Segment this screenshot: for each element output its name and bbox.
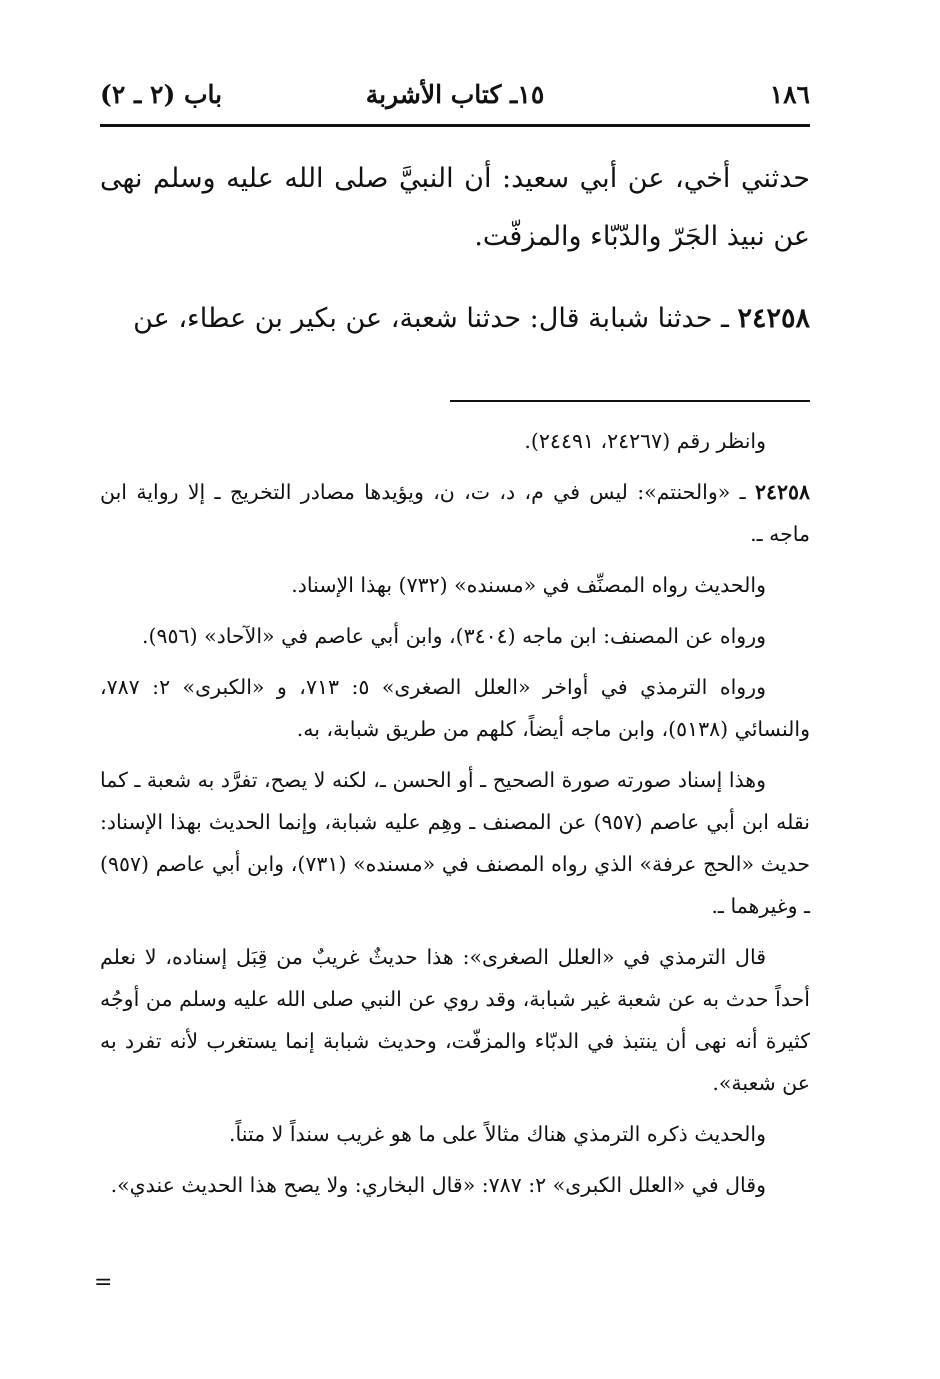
footnote-line: ورواه عن المصنف: ابن ماجه (٣٤٠٤)، وابن أبي عاصم في «الآحاد» (٩٥٦). [142,624,766,648]
page-number: ١٨٦ [769,80,810,109]
hadith-number: ٢٤٢٥٨ [737,303,810,334]
footnotes [100,420,810,1215]
header-rule [100,124,810,127]
footnote-line: والحديث ذكره الترمذي هناك مثالاً على ما هو غريب سنداً لا متناً. [229,1122,766,1146]
chapter-label: باب (٢ ـ ٢) [100,80,223,109]
hadith-text: ـ حدثنا شبابة قال: حدثنا شعبة، عن بكير بن عطاء، عن [133,303,738,334]
book-title: ١٥ـ كتاب الأشربة [365,80,545,109]
footnote-line: ورواه الترمذي في أواخر «العلل الصغرى» ٥: ٧١٣، و «الكبرى» ٢: ٧٨٧، والنسائي (٥١٣٨)، وابن ماجه أيضاً، كلهم من طريق شبابة، به. [100,675,810,741]
footnote-line: وانظر رقم (٢٤٢٦٧، ٢٤٤٩١). [524,429,766,453]
footnote-line: قال الترمذي في «العلل الصغرى»: هذا حديثٌ غريبٌ من قِبَل إسناده، لا نعلم أحداً حدث به عن شعبة غير شبابة، وقد روي عن النبي صلى الله عليه وسلم من أوجُه كثيرة أنه نهى أن ينتبذ في الدبّاء والمزفّت، وحديث شبابة إنما يستغرب لأنه تفرد به عن شعبة». [100,945,810,1095]
main-paragraph: حدثني أخي، عن أبي سعيد: أن النبيَّ صلى الله عليه وسلم نهى عن نبيذ الجَرّ والدّبّاء والمزفّت. [100,163,810,252]
footnote-number: ٢٤٢٥٨ [754,480,810,504]
hadith-paragraph [100,290,810,348]
footnote-line: وقال في «العلل الكبرى» ٢: ٧٨٧: «قال البخاري: ولا يصح هذا الحديث عندي». [110,1173,766,1197]
main-text [100,150,810,348]
footnote-line: وهذا إسناد صورته صورة الصحيح ـ أو الحسن ـ، لكنه لا يصح، تفرَّد به شعبة ـ كما نقله ابن أبي عاصم (٩٥٧) عن المصنف ـ وهِم عليه شبابة، وإنما الحديث بهذا الإسناد: حديث «الحج عرفة» الذي رواه المصنف في «مسنده» (٧٣١)، وابن أبي عاصم (٩٥٧) ـ وغيرهما ـ. [100,768,811,918]
continuation-mark: = [94,1270,113,1295]
footnote-separator [450,400,810,402]
footnote-text: ـ «والحنتم»: ليس في م، د، ت، ن، ويؤيدها مصادر التخريج ـ إلا رواية ابن ماجه ـ. [100,480,810,546]
footnote-entry [100,471,810,555]
running-header [100,80,810,124]
footnote-line: والحديث رواه المصنِّف في «مسنده» (٧٣٢) بهذا الإسناد. [291,573,766,597]
